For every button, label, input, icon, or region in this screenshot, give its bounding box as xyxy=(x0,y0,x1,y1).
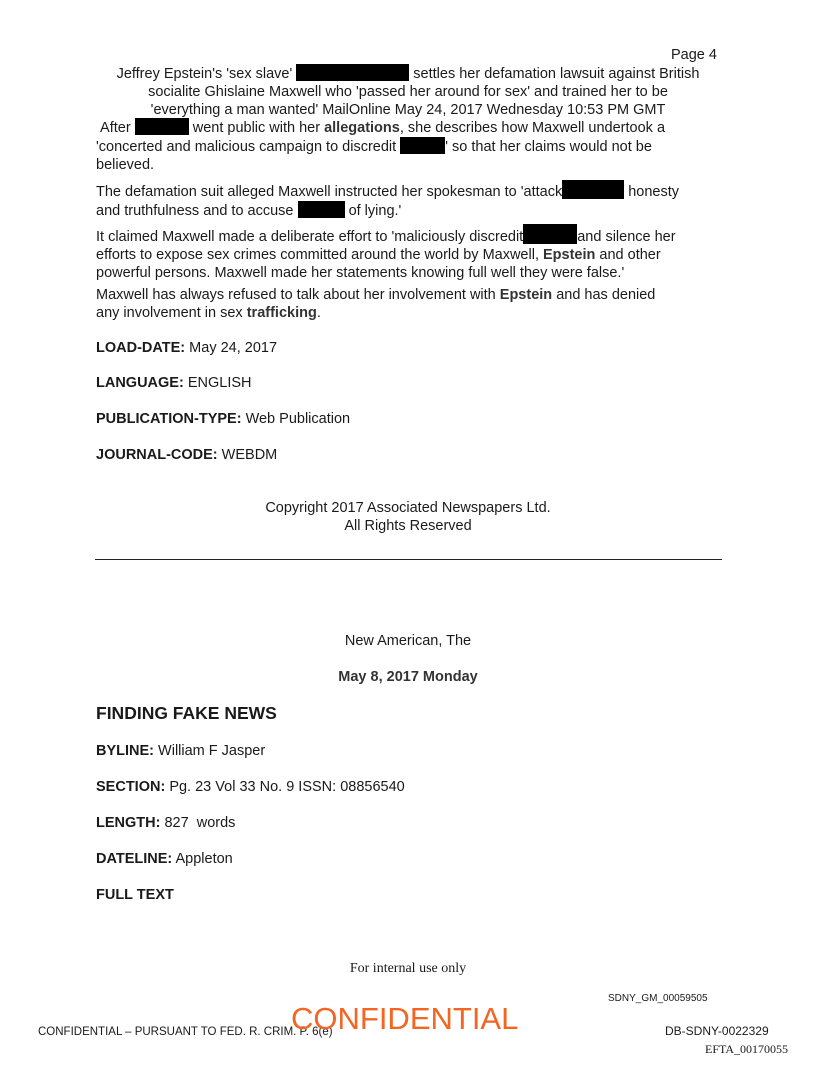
p2-text-d: of lying.' xyxy=(348,203,402,219)
p3-text-b: and silence her xyxy=(577,229,676,245)
full-text-label: FULL TEXT xyxy=(96,887,174,903)
publication-date: May 8, 2017 Monday xyxy=(338,669,478,685)
p4-highlight-trafficking: trafficking xyxy=(246,305,317,321)
byline-line xyxy=(96,742,265,760)
redaction-box xyxy=(400,137,445,154)
p1-text-a: After xyxy=(100,120,131,136)
meta-value: ENGLISH xyxy=(187,375,252,391)
article-title: FINDING FAKE NEWS xyxy=(96,703,277,723)
p3-text-a: It claimed Maxwell made a deliberate effort to 'maliciously discredit xyxy=(96,229,524,245)
p4-text-a: Maxwell has always refused to talk about her involvement with xyxy=(96,287,496,303)
confidential-stamp: CONFIDENTIAL xyxy=(291,1001,519,1036)
p1-highlight-allegations: allegations xyxy=(324,120,400,136)
publication-name: New American, The xyxy=(344,633,472,649)
meta-label: PUBLICATION-TYPE: xyxy=(96,411,242,427)
load-date-line xyxy=(96,339,277,357)
internal-use-note: For internal use only xyxy=(349,961,467,976)
article-divider xyxy=(95,559,722,560)
sdny-gm-number: SDNY_GM_00059505 xyxy=(608,993,708,1004)
headline-part-d: 'everything a man wanted' MailOnline May 24, 2017 Wednesday 10:53 PM GMT xyxy=(150,102,666,118)
p3-highlight-epstein: Epstein xyxy=(543,247,596,263)
meta-label: SECTION: xyxy=(96,779,166,795)
confidential-notice: CONFIDENTIAL – PURSUANT TO FED. R. CRIM. P. 6(e) xyxy=(38,1026,333,1038)
p3-text-c: efforts to expose sex crimes committed around the world by Maxwell, xyxy=(96,247,539,263)
meta-value: May 24, 2017 xyxy=(189,340,278,356)
copyright-block xyxy=(96,499,720,535)
meta-label: LANGUAGE: xyxy=(96,375,184,391)
rights-line: All Rights Reserved xyxy=(344,518,472,534)
paragraph-1 xyxy=(96,118,726,174)
publication-type-line xyxy=(96,410,350,428)
p3-text-e: powerful persons. Maxwell made her statements knowing full well they were false.' xyxy=(96,265,625,281)
paragraph-2 xyxy=(96,180,726,220)
p4-text-d: . xyxy=(316,305,321,321)
efta-number: EFTA_00170055 xyxy=(705,1042,789,1056)
meta-value: 827 words xyxy=(164,815,236,831)
headline-part-b: settles her defamation lawsuit against British xyxy=(413,66,700,82)
redaction-box xyxy=(562,180,624,199)
redaction-box xyxy=(296,64,409,81)
p1-text-e: ' so that her claims would not be xyxy=(445,139,652,155)
p2-text-a: The defamation suit alleged Maxwell instructed her spokesman to 'attack xyxy=(96,184,563,200)
copyright-line: Copyright 2017 Associated Newspapers Ltd. xyxy=(265,500,551,516)
headline-part-a: Jeffrey Epstein's 'sex slave' xyxy=(116,66,293,82)
article-headline xyxy=(80,64,736,119)
p4-text-c: any involvement in sex xyxy=(96,305,243,321)
meta-label: LENGTH: xyxy=(96,815,161,831)
meta-label: LOAD-DATE: xyxy=(96,340,186,356)
page-number: Page 4 xyxy=(671,47,717,63)
meta-label: BYLINE: xyxy=(96,743,154,759)
dateline-line xyxy=(96,850,233,868)
journal-code-line xyxy=(96,446,277,464)
redaction-box xyxy=(298,201,345,218)
meta-value: Web Publication xyxy=(245,411,351,427)
p2-text-c: and truthfulness and to accuse xyxy=(96,203,294,219)
redaction-box xyxy=(523,224,577,244)
p4-highlight-epstein: Epstein xyxy=(499,287,553,303)
meta-value: Pg. 23 Vol 33 No. 9 ISSN: 08856540 xyxy=(169,779,405,795)
p1-text-c: , she describes how Maxwell undertook a xyxy=(399,120,666,136)
paragraph-4 xyxy=(96,286,726,322)
headline-part-c: socialite Ghislaine Maxwell who 'passed her around for sex' and trained her to be xyxy=(148,84,668,100)
redaction-box xyxy=(135,118,189,135)
meta-value: Appleton xyxy=(175,851,233,867)
db-sdny-number: DB-SDNY-0022329 xyxy=(665,1024,769,1038)
paragraph-3 xyxy=(96,224,726,282)
p1-text-f: believed. xyxy=(96,157,155,173)
p3-text-d: and other xyxy=(599,247,661,263)
language-line xyxy=(96,374,252,392)
meta-value: WEBDM xyxy=(221,447,278,463)
length-line xyxy=(96,814,235,832)
p1-text-b: went public with her xyxy=(192,120,321,136)
section-line xyxy=(96,778,405,796)
meta-label: JOURNAL-CODE: xyxy=(96,447,218,463)
meta-value: William F Jasper xyxy=(158,743,266,759)
p4-text-b: and has denied xyxy=(556,287,656,303)
meta-label: DATELINE: xyxy=(96,851,173,867)
p1-text-d: 'concerted and malicious campaign to discredit xyxy=(96,139,397,155)
p2-text-b: honesty xyxy=(628,184,680,200)
